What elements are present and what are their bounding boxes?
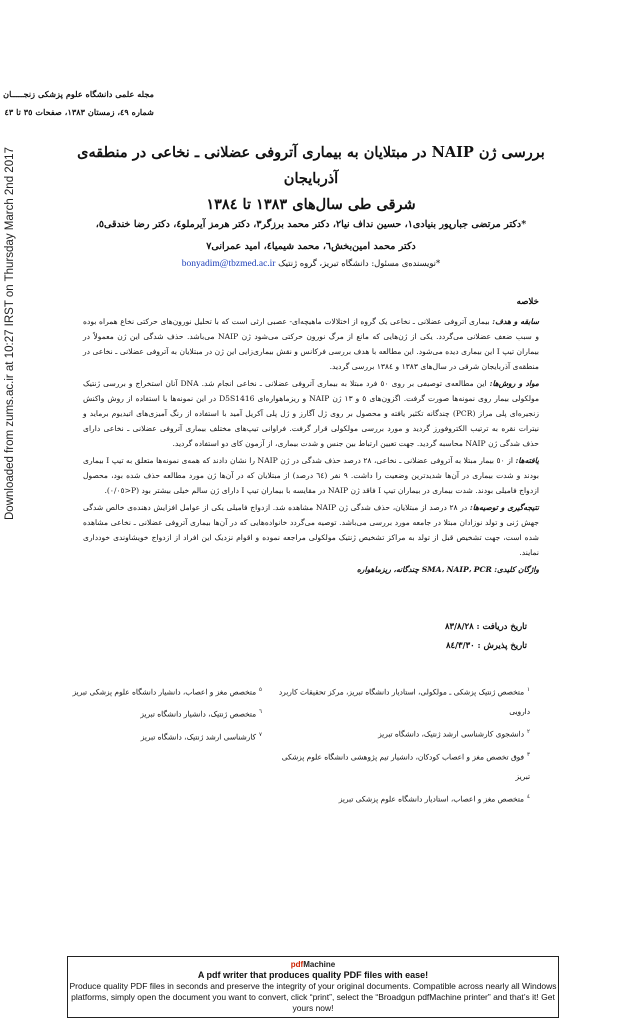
- methods-text: این مطالعه‌ی توصیفی بر روی ٥٠ فرد مبتلا به بیماری آتروفی عضلانی ـ نخاعی انجام شد. DNA آنان استخراج و بررسی ژنتیک مولکولی بیمار روی نمونه‌ها صورت گرفت. اگزون‌های ٥ و ١٣ ژن NAIP و ریزماهواره‌ای D5S1416 در این نمونه‌ها با استفاده از روش واکنش زنجیره‌ای پلی مراز (PCR) چندگانه تکثیر یافته و محصول بر روی ژل آگارز و ژل پلی آکریل آمید با استفاده از رنگ آمیزی‌های اتیدیوم برماید و نیترات نقره به ترتیب الکتروفورز گردید و مورد بررسی مولکولی قرار گرفت. فراوانی تیپ‌های مختلف بیماری آتروفی عضلانی ـ نخاعی دارای حذف شدگی ژن NAIP محاسبه گردید. جهت تعیین ارتباط بین جنس و شدت بیماری، از آزمون کای دو استفاده گردید.: [83, 379, 540, 448]
- author-list: [60, 214, 562, 258]
- keywords-label: واژگان کلیدی:: [494, 565, 539, 574]
- title-line-2: شرقی طی سال‌های ١٣٨٣ تا ١٣٨٤: [206, 196, 416, 213]
- conclusion-label: نتیجه‌گیری و توصیه‌ها:: [469, 503, 539, 512]
- pdfmachine-tagline: A pdf writer that produces quality PDF files with ease!: [197, 970, 429, 980]
- corresponding-author: [60, 258, 562, 269]
- affiliation-item: $^٣$فوق تخصص مغز و اعصاب کودکان، دانشیار تیم پژوهشی دانشگاه علوم پزشکی تبریز: [281, 751, 530, 782]
- affiliations-right: [270, 680, 530, 810]
- background-label: سابقه و هدف:: [492, 317, 539, 326]
- abstract-keywords: [83, 562, 539, 577]
- results-text: از ٥٠ بیمار مبتلا به آتروفی عضلانی ـ نخاعی، ٢٨ درصد حذف شدگی در ژن NAIP را نشان دادند که همه‌ی نمونه‌ها متعلق به تیپ I بیماری بودند و شدت بیماری در آن‌ها شدیدترین وضعیت را داشت. ٩ نفر (٦٤ درصد) از مبتلایان که در آن‌ها ژن مورد مطالعه حذف شده بود، محصول ازدواج فامیلی بودند. شدت بیماری در بیماران تیپ I فاقد ژن NAIP در مقایسه با بیماران تیپ I دارای ژن سالم خیلی بیشتر بود (P<٠/٠٥).: [83, 456, 539, 495]
- abstract-heading: خلاصه: [516, 297, 539, 307]
- methods-label: مواد و روش‌ها:: [489, 379, 539, 388]
- pdfmachine-body: Produce quality PDF files in seconds and preserve the integrity of your original documents. Compatible across nearly all Windows platforms, simply open the document you want to convert, click “print”, select the “Broadgun pdfMachine printer” and that’s it! Get yours now!: [69, 981, 557, 1013]
- affiliation-item: $^٧$کارشناسی ارشد ژنتیک، دانشگاه تبریز: [140, 731, 262, 742]
- corresponding-email[interactable]: bonyadim@tbzmed.ac.ir: [181, 259, 276, 269]
- journal-header: [0, 85, 154, 121]
- abstract-results: [83, 453, 539, 498]
- conclusion-text: در ٢٨ درصد از مبتلایان، حذف شدگی ژن NAIP مشاهده شد. ازدواج فامیلی یکی از عوامل افزایش دهنده‌ی خالص شدگی جهش ژنی و تولد نوزادان مبتلا در جامعه مورد بررسی می‌باشد. توصیه می‌گردد خانواده‌هایی که در آن‌ها بیماری آتروفی عضلانی ـ نخاعی مشاهده شده است، جهت تشخیص قبل از تولد به مراکز تشخیص ژنتیک مولکولی مراجعه نموده و اقوام نزدیک این افراد از ازدواج خویشاوندی خودداری نمایند.: [83, 503, 539, 557]
- accepted-date: تاریخ پذیرش : ٨٤/٣/٣٠: [445, 640, 527, 650]
- pdfmachine-ad[interactable]: [67, 956, 559, 1018]
- article-dates: [445, 617, 527, 655]
- affiliation-item: $^٢$دانشجوی کارشناسی ارشد ژنتیک، دانشگاه تبریز: [378, 729, 530, 739]
- affiliations-left: [22, 680, 262, 747]
- keywords-text: SMA، NAIP، PCR چندگانه، ریزماهواره: [356, 565, 492, 574]
- pdfmachine-logo: pdfMachine: [290, 960, 336, 969]
- results-label: یافته‌ها:: [515, 456, 540, 465]
- affiliation-item: $^٥$متخصص مغز و اعصاب، دانشیار دانشگاه علوم پزشکی تبریز: [72, 687, 262, 697]
- affiliation-item: $^١$متخصص ژنتیک پزشکی ـ مولکولی، استادیار دانشگاه تبریز، مرکز تحقیقات کاربرد دارویی: [278, 687, 530, 717]
- authors-line-2: دکتر محمد امین‌بخش٦، محمد شیمیا٤، امید عمرانی٧: [206, 241, 416, 252]
- abstract-methods: [83, 376, 539, 451]
- abstract-background: [83, 314, 539, 374]
- download-watermark: Downloaded from zums.ac.ir at 10:27 IRST on Thursday March 2nd 2017: [4, 147, 16, 520]
- journal-name: مجله علمی دانشگاه علوم پزشکی زنجـــــان: [3, 89, 154, 99]
- received-date: تاریخ دریافت : ٨٣/٨/٢٨: [445, 621, 527, 631]
- affiliation-item: $^٤$متخصص مغز و اعصاب، استادیار دانشگاه علوم پزشکی تبریز: [338, 794, 530, 804]
- journal-issue: شماره ٤٩، زمستان ١٣٨٣، صفحات ٣٥ تا ٤٣: [4, 107, 154, 117]
- title-line-1: بررسی ژن NAIP در مبتلایان به بیماری آتروفی عضلانی ـ نخاعی در منطقه‌ی آذربایجان: [77, 144, 545, 187]
- background-text: بیماری آتروفی عضلانی ـ نخاعی یک گروه از اختلالات ماهیچه‌ای- عصبی ارثی است که با تحلیل نورون‌های حرکتی نخاع همراه بوده و سبب ضعف عضلانی می‌گردد. یکی از ژن‌هایی که مانع از مرگ نورون حرکتی می‌شود ژن NAIP می‌باشد. حذف شدگی این ژن معمولاً در بیماران تیپ I این بیماری دیده می‌شود. این مطالعه با هدف بررسی فرکانس و نقش بیماری‌زایی این ژن در مبتلایان به آتروفی عضلانی ـ نخاعی در منطقه‌ی آذربایجان شرقی در سال‌های ١٣٨٣ و ١٣٨٤ بررسی گردید.: [83, 317, 539, 371]
- abstract: [83, 295, 539, 579]
- corresponding-note: *نویسنده‌ی مسئول: دانشگاه تبریز، گروه ژنتیک: [278, 258, 441, 268]
- abstract-conclusion: [83, 500, 539, 560]
- paper-title: [60, 140, 562, 218]
- affiliation-item: $^٦$متخصص ژنتیک، دانشیار دانشگاه تبریز: [140, 709, 262, 719]
- authors-line-1: *دکتر مرتضی جبارپور بنیادی١، حسین نداف نیا٢، دکتر محمد برزگر٣، دکتر هرمز آیرملو٤، دکتر رضا خندقی٥،: [95, 219, 527, 230]
